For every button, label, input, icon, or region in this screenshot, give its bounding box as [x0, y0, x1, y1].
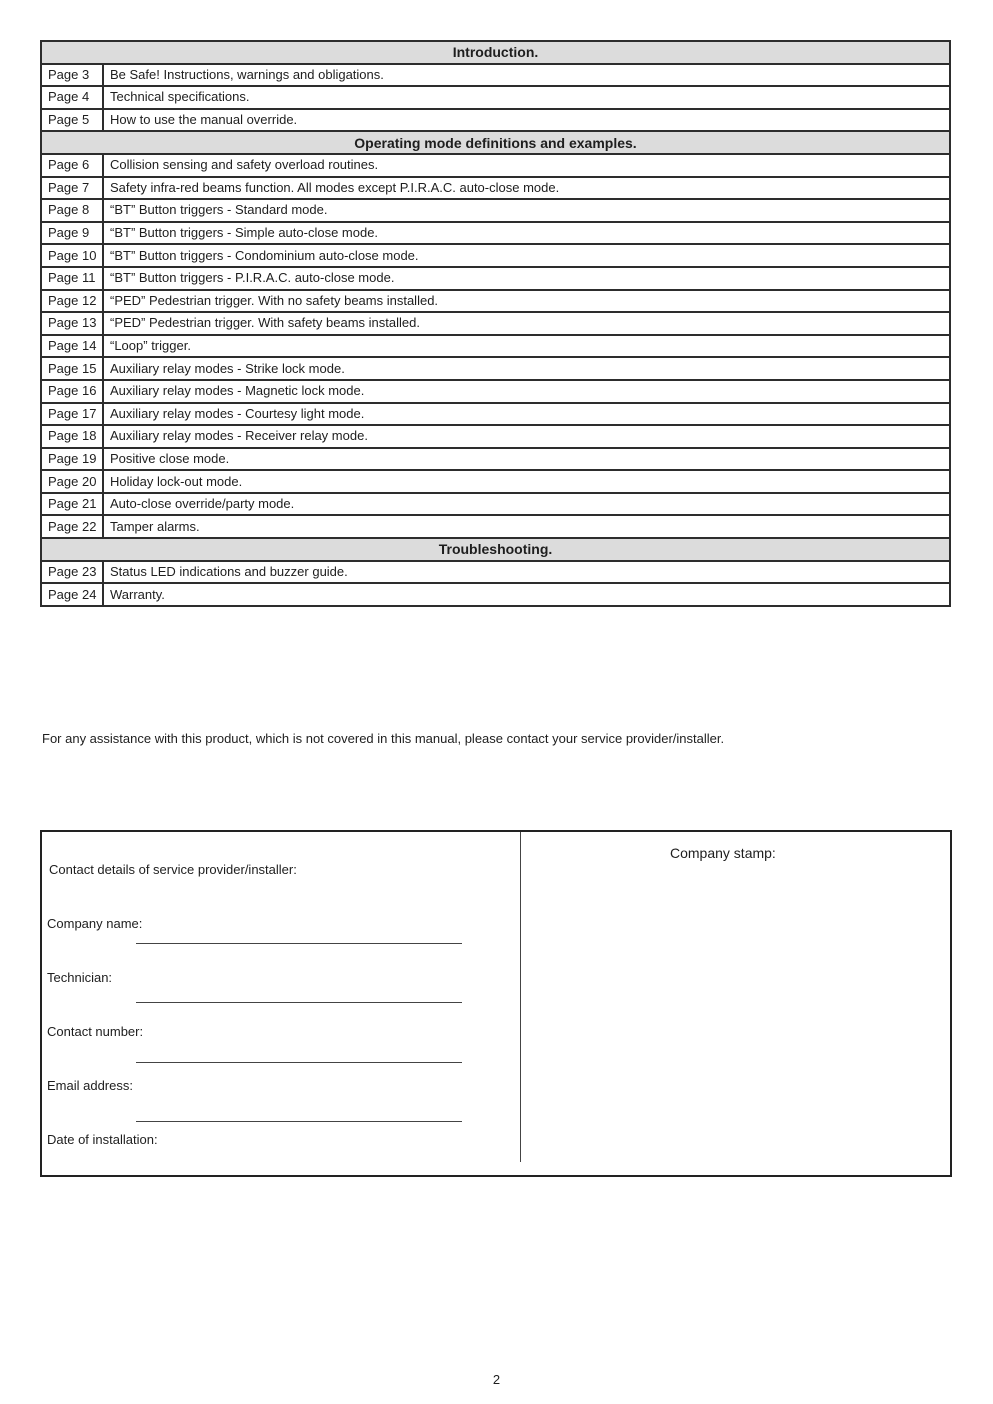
toc-row [41, 109, 950, 132]
toc-row [41, 515, 950, 538]
toc-page-number: Page 3 [41, 64, 103, 87]
toc-row [41, 177, 950, 200]
toc-page-number: Page 19 [41, 448, 103, 471]
toc-entry-title: “PED” Pedestrian trigger. With no safety beams installed. [103, 290, 950, 313]
company-name-line[interactable] [136, 943, 462, 944]
toc-row [41, 64, 950, 87]
toc-entry-title: How to use the manual override. [103, 109, 950, 132]
toc-entry-title: Technical specifications. [103, 86, 950, 109]
toc-page-number: Page 13 [41, 312, 103, 335]
toc-body [41, 41, 950, 606]
toc-page-number: Page 12 [41, 290, 103, 313]
toc-entry-title: “PED” Pedestrian trigger. With safety beams installed. [103, 312, 950, 335]
toc-page-number: Page 18 [41, 425, 103, 448]
toc-row [41, 312, 950, 335]
toc-page-number: Page 20 [41, 470, 103, 493]
toc-entry-title: “BT” Button triggers - Simple auto-close mode. [103, 222, 950, 245]
toc-page-number: Page 14 [41, 335, 103, 358]
toc-page-number: Page 4 [41, 86, 103, 109]
toc-page-number: Page 9 [41, 222, 103, 245]
email-address-label: Email address: [47, 1078, 133, 1093]
toc-row [41, 335, 950, 358]
toc-page-number: Page 24 [41, 583, 103, 606]
toc-entry-title: Auxiliary relay modes - Magnetic lock mode. [103, 380, 950, 403]
toc-row [41, 267, 950, 290]
toc-row [41, 470, 950, 493]
toc-entry-title: Safety infra-red beams function. All modes except P.I.R.A.C. auto-close mode. [103, 177, 950, 200]
contact-number-label: Contact number: [47, 1024, 144, 1039]
toc-entry-title: Auxiliary relay modes - Strike lock mode. [103, 357, 950, 380]
toc-entry-title: Status LED indications and buzzer guide. [103, 561, 950, 584]
date-of-installation-label: Date of installation: [47, 1132, 158, 1147]
toc-entry-title: Warranty. [103, 583, 950, 606]
page-number: 2 [492, 1372, 501, 1387]
assistance-note: For any assistance with this product, which is not covered in this manual, please contact your service provider/installer. [42, 731, 725, 746]
toc-page-number: Page 11 [41, 267, 103, 290]
toc-entry-title: Be Safe! Instructions, warnings and obligations. [103, 64, 950, 87]
toc-section-header [41, 41, 950, 64]
toc-page-number: Page 10 [41, 244, 103, 267]
toc-entry-title: Collision sensing and safety overload routines. [103, 154, 950, 177]
toc-row [41, 425, 950, 448]
toc-row [41, 244, 950, 267]
toc-row [41, 583, 950, 606]
toc-page-number: Page 23 [41, 561, 103, 584]
toc-entry-title: Holiday lock-out mode. [103, 470, 950, 493]
toc-row [41, 493, 950, 516]
toc-page-number: Page 6 [41, 154, 103, 177]
toc-page-number: Page 22 [41, 515, 103, 538]
toc-page-number: Page 8 [41, 199, 103, 222]
toc-entry-title: Auxiliary relay modes - Courtesy light mode. [103, 403, 950, 426]
toc-page-number: Page 21 [41, 493, 103, 516]
toc-page-number: Page 5 [41, 109, 103, 132]
toc-row [41, 380, 950, 403]
toc-entry-title: “Loop” trigger. [103, 335, 950, 358]
contact-heading: Contact details of service provider/installer: [49, 862, 297, 877]
technician-label: Technician: [47, 970, 113, 985]
section-title: Introduction. [41, 41, 950, 64]
technician-line[interactable] [136, 1002, 462, 1003]
toc-entry-title: Auto-close override/party mode. [103, 493, 950, 516]
box-divider [520, 832, 521, 1162]
toc-entry-title: “BT” Button triggers - Standard mode. [103, 199, 950, 222]
toc-row [41, 154, 950, 177]
toc-entry-title: Auxiliary relay modes - Receiver relay mode. [103, 425, 950, 448]
table-of-contents [40, 40, 951, 607]
toc-entry-title: Positive close mode. [103, 448, 950, 471]
email-address-line[interactable] [136, 1121, 462, 1122]
toc-entry-title: “BT” Button triggers - P.I.R.A.C. auto-close mode. [103, 267, 950, 290]
toc-entry-title: Tamper alarms. [103, 515, 950, 538]
toc-page-number: Page 7 [41, 177, 103, 200]
toc-row [41, 357, 950, 380]
toc-page-number: Page 17 [41, 403, 103, 426]
toc-row [41, 290, 950, 313]
toc-page-number: Page 16 [41, 380, 103, 403]
toc-row [41, 199, 950, 222]
section-title: Troubleshooting. [41, 538, 950, 561]
toc-row [41, 448, 950, 471]
contact-number-line[interactable] [136, 1062, 462, 1063]
toc-section-header [41, 538, 950, 561]
toc-entry-title: “BT” Button triggers - Condominium auto-close mode. [103, 244, 950, 267]
company-name-label: Company name: [47, 916, 143, 931]
toc-page-number: Page 15 [41, 357, 103, 380]
toc-row [41, 222, 950, 245]
section-title: Operating mode definitions and examples. [41, 131, 950, 154]
toc-row [41, 561, 950, 584]
contact-details-box [40, 830, 952, 1177]
toc-section-header [41, 131, 950, 154]
toc-row [41, 86, 950, 109]
company-stamp-label: Company stamp: [670, 845, 776, 861]
toc-row [41, 403, 950, 426]
